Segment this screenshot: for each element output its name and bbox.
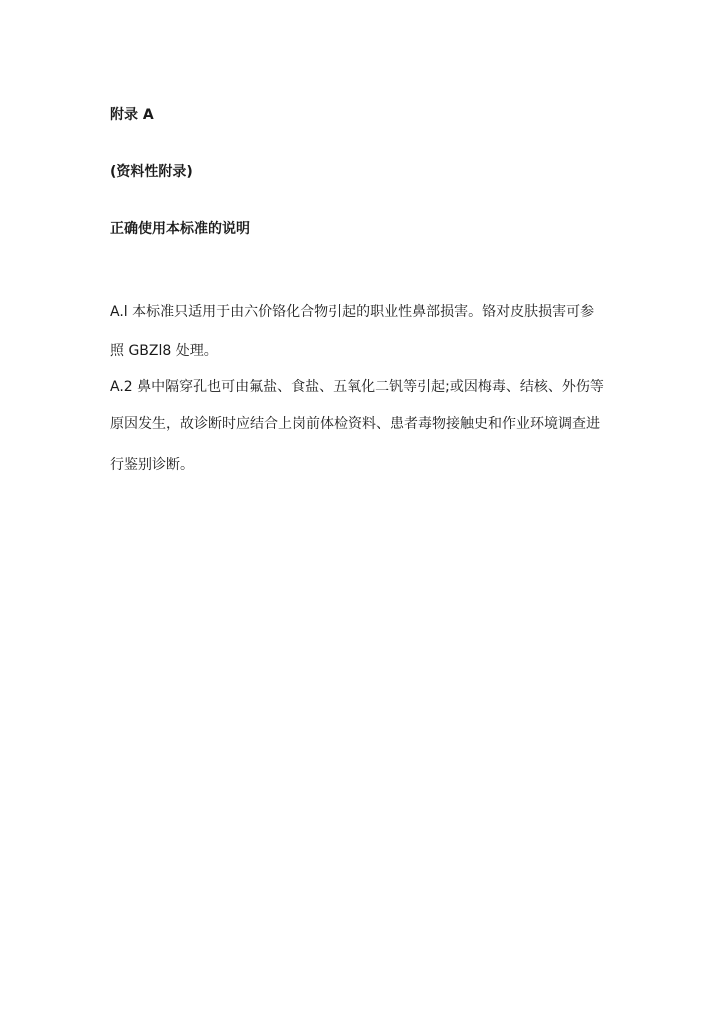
paragraph-a1-line-2: 照 GBZl8 处理。 bbox=[110, 343, 218, 359]
paragraph-a1-line-1: A.l 本标准只适用于由六价铬化合物引起的职业性鼻部损害。铬对皮肤损害可参 bbox=[110, 304, 595, 320]
paragraph-a2-line-1: A.2 鼻中隔穿孔也可由氟盐、食盐、五氧化二钒等引起;或因梅毒、结核、外伤等 bbox=[110, 379, 604, 395]
paragraph-a2-line-3: 行鉴别诊断。 bbox=[110, 457, 194, 473]
paragraph-a2-line-2: 原因发生，故诊断时应结合上岗前体检资料、患者毒物接触史和作业环境调查进 bbox=[110, 416, 600, 432]
section-title: 正确使用本标准的说明 bbox=[110, 221, 250, 237]
appendix-type: (资料性附录) bbox=[110, 164, 193, 180]
appendix-title: 附录 A bbox=[110, 107, 154, 123]
